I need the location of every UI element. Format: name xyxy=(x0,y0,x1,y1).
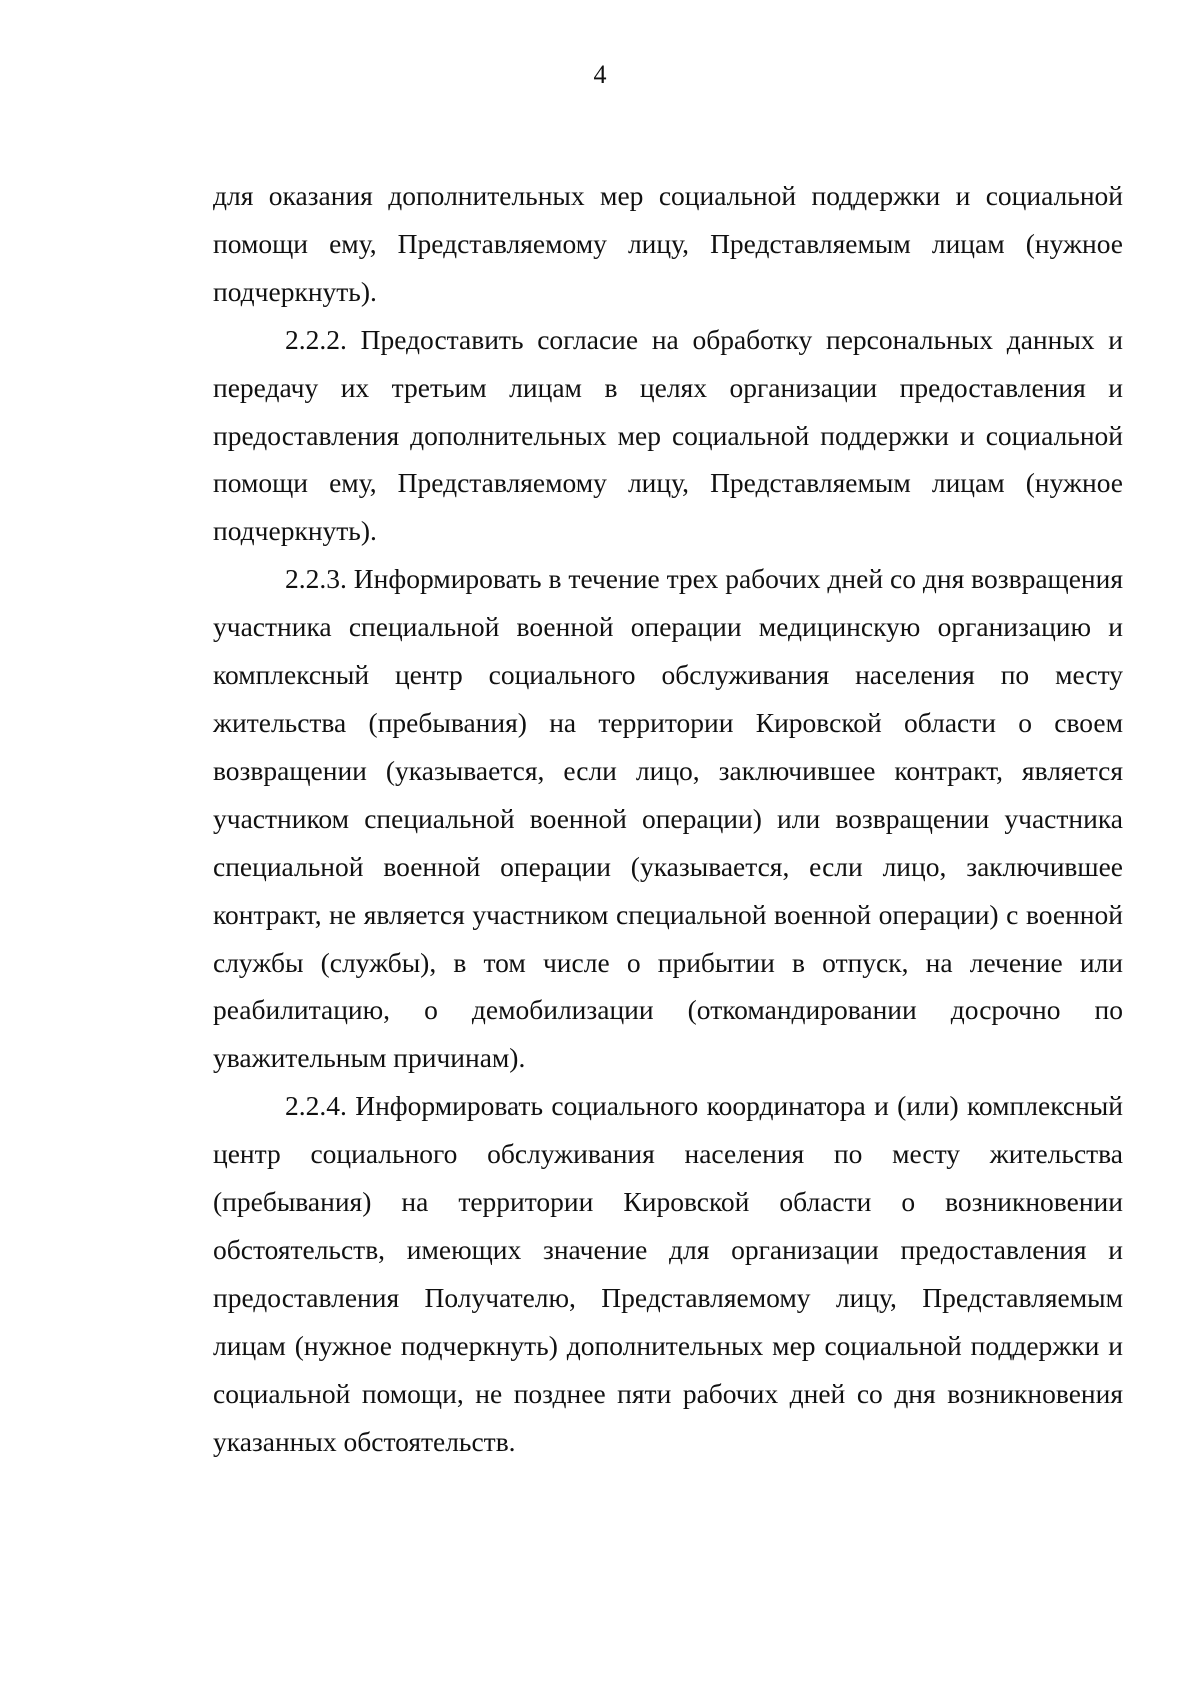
paragraph-2-2-2: 2.2.2. Предоставить согласие на обработку персональных данных и передачу их третьим лицам в целях организации предоставления и предоставления дополнительных мер социальной поддержки и социальной помощи ему, Представляемому лицу, Представляемым лицам (нужное подчеркнуть). xyxy=(213,323,1123,547)
page-number: 4 xyxy=(593,60,607,89)
paragraph-2-2-4: 2.2.4. Информировать социального координатора и (или) комплексный центр социального обслуживания населения по месту жительства (пребывания) на территории Кировской области о возникновении обстоятельств, имеющих значение для организации предоставления и предоставления Получателю, Представляемому лицу, Представляемым лицам (нужное подчеркнуть) дополнительных мер социальной поддержки и социальной помощи, не позднее пяти рабочих дней со дня возникновения указанных обстоятельств. xyxy=(213,1090,1123,1457)
paragraph-2-2-3: 2.2.3. Информировать в течение трех рабочих дней со дня возвращения участника специальной военной операции медицинскую организацию и комплексный центр социального обслуживания населения по месту жительства (пребывания) на территории Кировской области о своем возвращении (указывается, если лицо, заключившее контракт, является участником специальной военной операции) или возвращении участника специальной военной операции (указывается, если лицо, заключившее контракт, не является участником специальной военной операции) с военной службы (службы), в том числе о прибытии в отпуск, на лечение или реабилитацию, о демобилизации (откомандировании досрочно по уважительным причинам). xyxy=(213,563,1123,1074)
document-body xyxy=(213,172,1123,1465)
paragraph-continuation: для оказания дополнительных мер социальной поддержки и социальной помощи ему, Представляемому лицу, Представляемым лицам (нужное подчеркнуть). xyxy=(213,180,1123,307)
